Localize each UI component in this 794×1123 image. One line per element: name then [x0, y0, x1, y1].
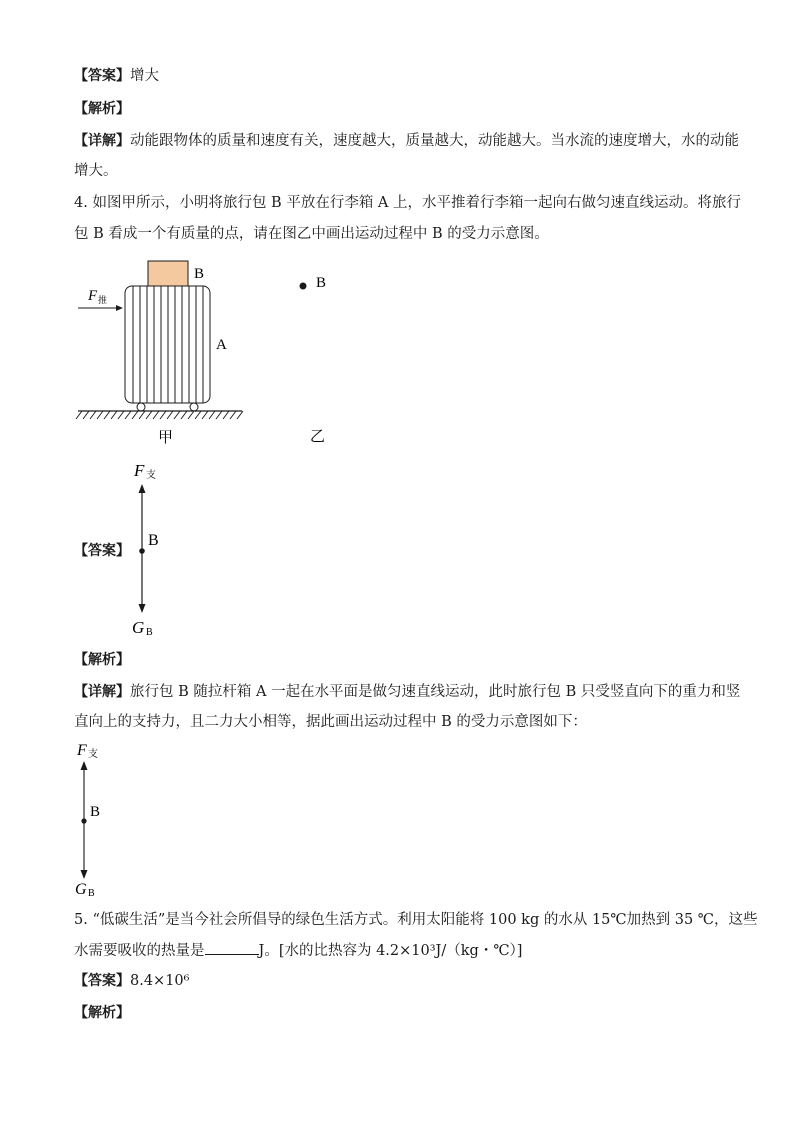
q4-stem-line2: 包 B 看成一个有质量的点，请在图乙中画出运动过程中 B 的受力示意图。 [74, 226, 549, 242]
detail-force-diagram [68, 737, 128, 902]
caption-yi: 乙 [310, 429, 326, 445]
answer-tag: 【答案】 [74, 543, 130, 559]
q5-stem-line2 [74, 940, 522, 961]
q5-stem-line1: 5. “低碳生活”是当今社会所倡导的绿色生活方式。利用太阳能将 100 kg 的水从 15℃加热到 35 ℃，这些 [74, 912, 758, 928]
answer-force-diagram [126, 456, 186, 641]
q4-detail-line1 [74, 682, 740, 702]
q4-analysis-line [74, 650, 130, 670]
detail-tag: 【详解】 [74, 133, 130, 149]
label-b-jia: B [194, 266, 205, 282]
answer-tag: 【答案】 [74, 68, 130, 84]
q4-detail-text1: 旅行包 B 随拉杆箱 A 一起在水平面是做匀速直线运动，此时旅行包 B 只受竖直向下的重力和竖 [130, 684, 741, 700]
q5-answer-line [74, 971, 189, 991]
q5-answer: 8.4×10⁶ [130, 973, 190, 989]
answer-tag: 【答案】 [74, 973, 130, 989]
push-force-sub: 推 [98, 295, 108, 305]
q5-stem-line2-pre: 水需要吸收的热量是 [74, 943, 205, 959]
push-arrowhead [116, 305, 123, 311]
q4-stem-line1: 4. 如图甲所示，小明将旅行包 B 平放在行李箱 A 上，水平推着行李箱一起向右做匀速直线运动。将旅行 [74, 195, 742, 211]
point-b [139, 548, 145, 554]
gravity-arrowhead [139, 604, 146, 613]
wheel-right [190, 403, 198, 411]
q3-detail-text1: 动能跟物体的质量和速度有关，速度越大，质量越大，动能越大。当水流的速度增大，水的动能 [130, 133, 739, 149]
point-b-label: B [90, 804, 101, 820]
point-b [81, 818, 86, 823]
q3-answer: 增大 [130, 68, 159, 84]
point-b-yi [300, 283, 307, 290]
figure-jia [70, 252, 250, 447]
caption-jia: 甲 [158, 430, 174, 446]
gravity-force-sub: B [146, 627, 153, 638]
q4-detail-line2: 直向上的支持力，且二力大小相等，据此画出运动过程中 B 的受力示意图如下： [74, 714, 587, 730]
q4-answer-line [74, 541, 130, 561]
gravity-force-symbol: G [132, 618, 145, 637]
support-force-symbol: F [77, 742, 87, 759]
gravity-force-symbol: G [75, 881, 87, 898]
support-force-symbol: F [134, 461, 145, 480]
q3-detail-line2: 增大。 [74, 163, 118, 179]
q5-analysis-line [74, 1003, 130, 1023]
support-arrowhead [139, 484, 146, 493]
push-force-symbol: F [88, 288, 98, 304]
gravity-force-sub: B [88, 888, 95, 899]
analysis-tag: 【解析】 [74, 101, 130, 117]
analysis-tag: 【解析】 [74, 652, 130, 668]
q5-stem-line2-post: J。[水的比热容为 4.2×10³J/（kg・℃）] [258, 943, 523, 959]
point-b-label: B [148, 532, 159, 549]
bag-b [148, 261, 188, 286]
gravity-arrowhead [81, 870, 88, 879]
label-b-yi: B [316, 275, 327, 291]
q3-analysis-line [74, 99, 130, 119]
answer-blank [205, 940, 259, 955]
q3-detail-line1 [74, 131, 739, 151]
detail-tag: 【详解】 [74, 684, 130, 700]
figure-yi [290, 268, 350, 448]
analysis-tag: 【解析】 [74, 1005, 130, 1021]
wheel-left [137, 403, 145, 411]
label-a: A [216, 337, 227, 353]
support-arrowhead [81, 761, 88, 770]
ground-hatch [76, 411, 243, 419]
support-force-sub: 支 [88, 749, 98, 760]
support-force-sub: 支 [146, 470, 156, 481]
q3-answer-line [74, 66, 159, 86]
